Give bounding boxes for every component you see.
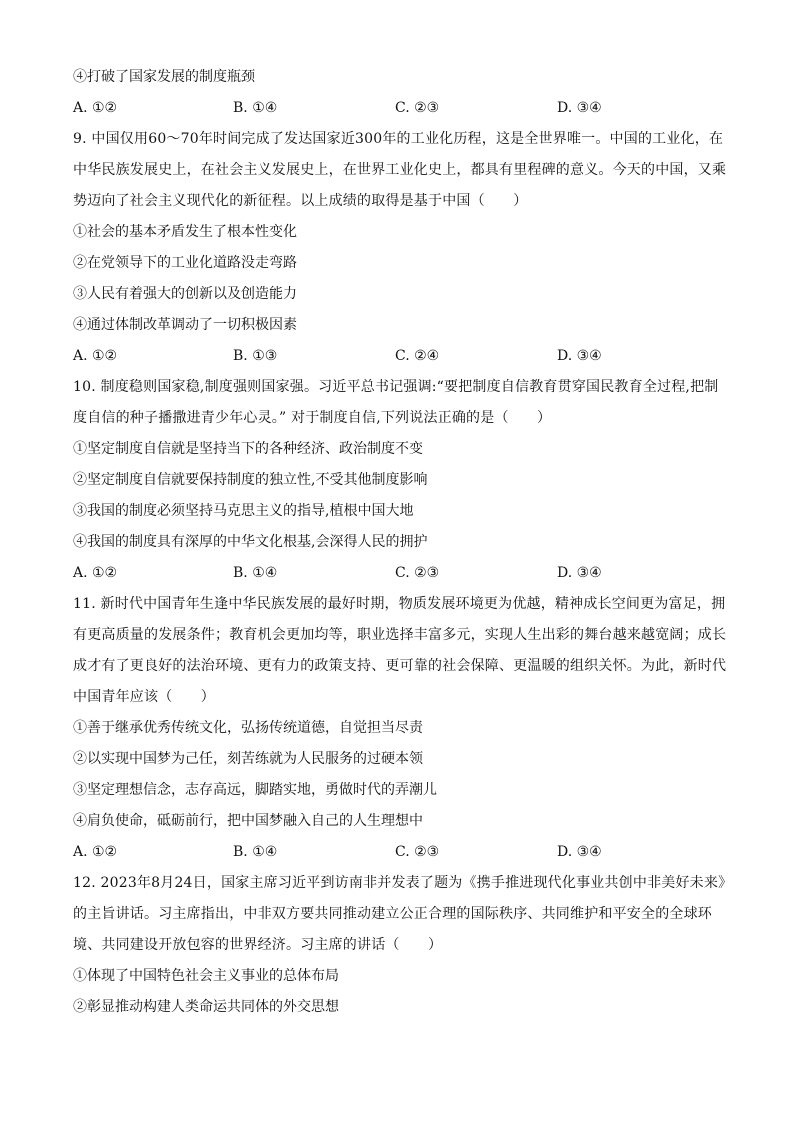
question-stem: 11. 新时代中国青年生逢中华民族发展的最好时期，物质发展环境更为优越，精神成长空间更为富足，拥 — [73, 596, 726, 612]
choice-item: ②彰显推动构建人类命运共同体的外交思想 — [73, 999, 339, 1015]
question-stem: 境、共同建设开放包容的世界经济。习主席的讲话（ ） — [73, 937, 443, 953]
answer-options — [73, 837, 723, 868]
question-12 — [73, 868, 733, 1023]
question-9 — [73, 124, 727, 372]
choice-item: ④打破了国家发展的制度瓶颈 — [73, 69, 255, 85]
option-a: A. ①② — [73, 100, 118, 116]
option-c: C. ②③ — [395, 100, 440, 116]
option-d: D. ③④ — [557, 844, 602, 860]
choice-item: ③人民有着强大的创新以及创造能力 — [73, 286, 297, 302]
option-b: B. ①③ — [233, 348, 278, 364]
choice-item: ④肩负使命，砥砺前行，把中国梦融入自己的人生理想中 — [73, 813, 423, 829]
question-stem: 中国青年应该（ ） — [73, 689, 215, 705]
choice-item: ③坚定理想信念，志存高远，脚踏实地，勇做时代的弄潮儿 — [73, 782, 437, 798]
answer-options — [73, 341, 723, 372]
exam-content — [73, 62, 733, 1023]
question-stem: 9. 中国仅用60～70年时间完成了发达国家近300年的工业化历程，这是全世界唯一。中国的工业化，在 — [73, 131, 724, 147]
option-b: B. ①④ — [233, 565, 278, 581]
question-stem: 成才有了更良好的法治环境、更有力的政策支持、更可靠的社会保障、更温暖的组织关怀。为此，新时代 — [73, 658, 727, 674]
option-d: D. ③④ — [557, 348, 602, 364]
option-c: C. ②③ — [395, 844, 440, 860]
question-stem: 度自信的种子播撒进青少年心灵。” 对于制度自信,下列说法正确的是（ ） — [73, 410, 552, 426]
option-a: A. ①② — [73, 565, 118, 581]
answer-options — [73, 93, 723, 124]
choice-item: ②在党领导下的工业化道路没走弯路 — [73, 255, 297, 271]
option-a: A. ①② — [73, 844, 118, 860]
option-c: C. ②④ — [395, 348, 440, 364]
choice-item: ①体现了中国特色社会主义事业的总体布局 — [73, 968, 339, 984]
choice-item: ①坚定制度自信就是坚持当下的各种经济、政治制度不变 — [73, 441, 423, 457]
question-stem: 12. 2023年8月24日，国家主席习近平到访南非并发表了题为《携手推进现代化事业共创中非美好未来》 — [73, 875, 733, 891]
option-c: C. ②③ — [395, 565, 440, 581]
option-b: B. ①④ — [233, 844, 278, 860]
question-11 — [73, 589, 727, 868]
question-stem: 中华民族发展史上，在社会主义发展史上，在世界工业化史上，都具有里程碑的意义。今天的中国，又乘 — [73, 162, 727, 178]
question-stem: 10. 制度稳则国家稳,制度强则国家强。习近平总书记强调:“要把制度自信教育贯穿国民教育全过程,把制 — [73, 379, 719, 395]
choice-item: ②坚定制度自信就要保持制度的独立性,不受其他制度影响 — [73, 472, 428, 488]
choice-item: ②以实现中国梦为己任，刻苦练就为人民服务的过硬本领 — [73, 751, 423, 767]
option-b: B. ①④ — [233, 100, 278, 116]
choice-item: ③我国的制度必须坚持马克思主义的指导,植根中国大地 — [73, 503, 414, 519]
choice-item: ①善于继承优秀传统文化，弘扬传统道德，自觉担当尽责 — [73, 720, 423, 736]
option-d: D. ③④ — [557, 100, 602, 116]
question-stem: 的主旨讲话。习主席指出，中非双方要共同推动建立公正合理的国际秩序、共同维护和平安全的全球环 — [73, 906, 712, 922]
question-10 — [73, 372, 723, 589]
question-stem: 势迈向了社会主义现代化的新征程。以上成绩的取得是基于中国（ ） — [73, 193, 528, 209]
choice-item: ①社会的基本矛盾发生了根本性变化 — [73, 224, 297, 240]
choice-item: ④我国的制度具有深厚的中华文化根基,会深得人民的拥护 — [73, 534, 428, 550]
option-d: D. ③④ — [557, 565, 602, 581]
choice-item: ④通过体制改革调动了一切积极因素 — [73, 317, 297, 333]
option-a: A. ①② — [73, 348, 118, 364]
answer-options — [73, 558, 723, 589]
question-stem: 有更高质量的发展条件；教育机会更加均等，职业选择丰富多元，实现人生出彩的舞台越来越宽阔；成长 — [73, 627, 727, 643]
